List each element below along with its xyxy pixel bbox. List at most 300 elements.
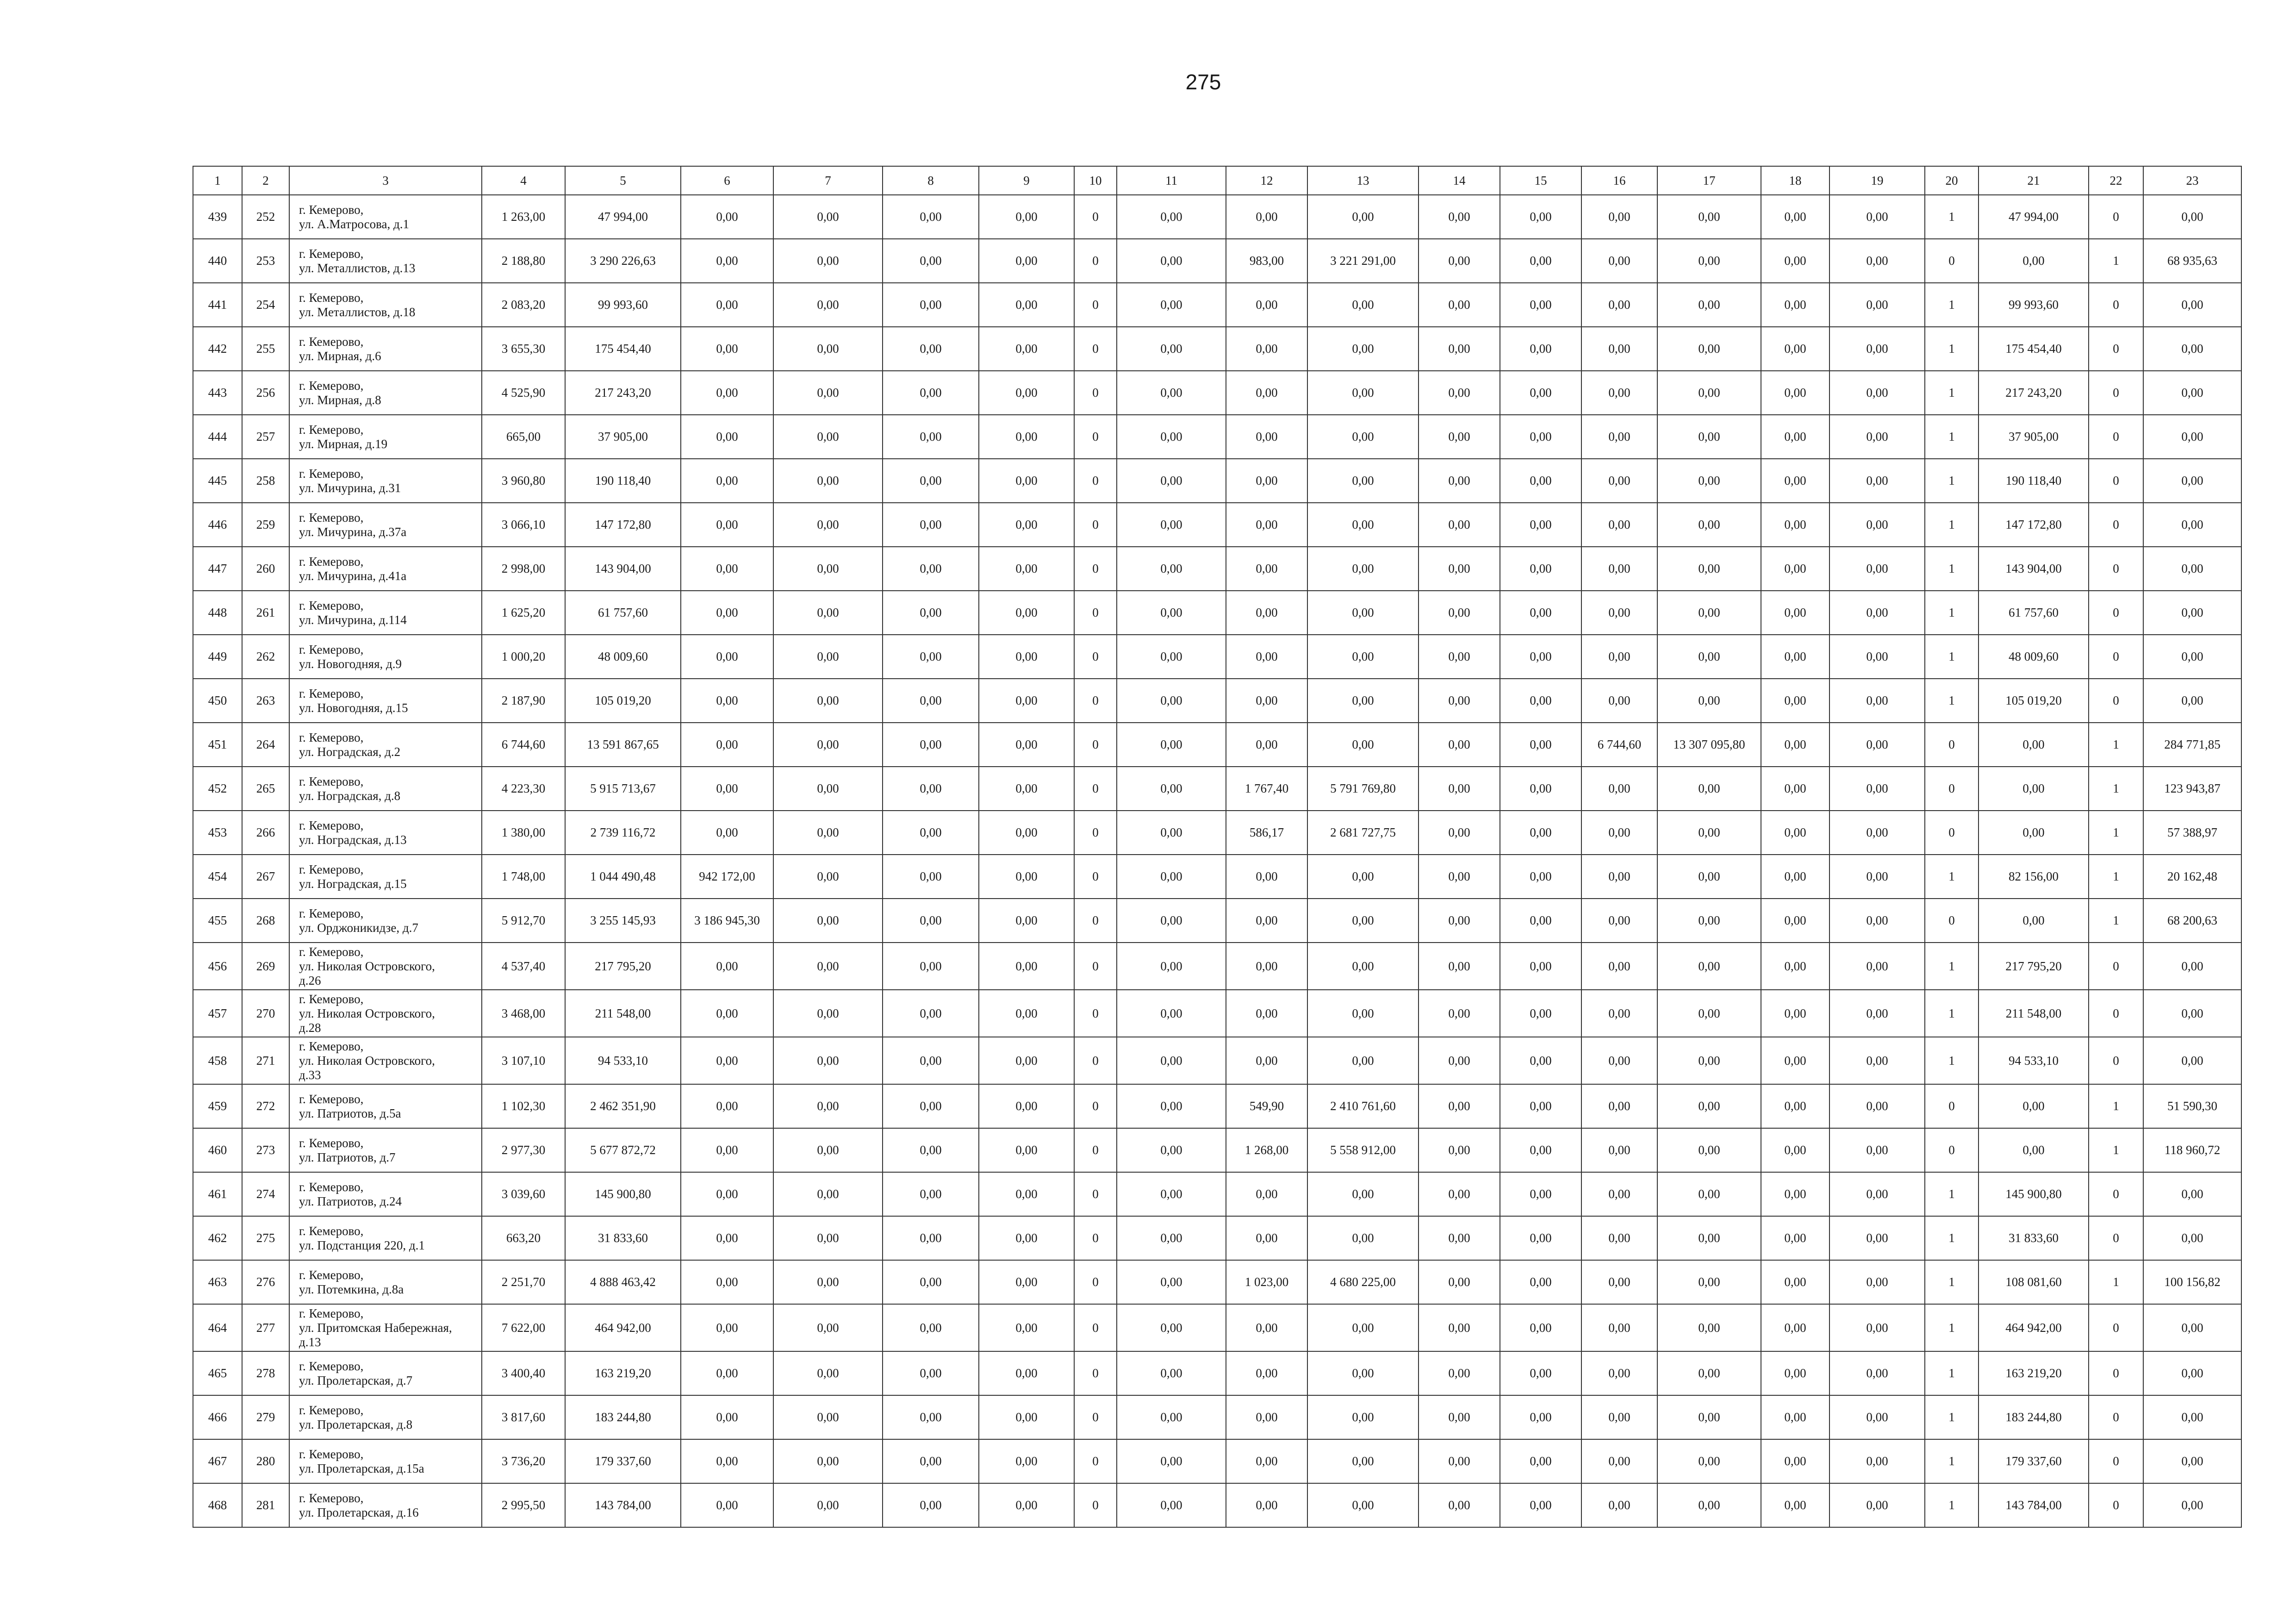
table-cell: 0	[1074, 990, 1117, 1037]
table-cell: 0,00	[773, 1260, 883, 1304]
address-cell	[289, 1260, 482, 1304]
address-line: ул. Мичурина, д.114	[299, 612, 407, 627]
column-header: 12	[1226, 166, 1307, 195]
table-cell: 0	[1074, 1128, 1117, 1172]
table-cell: 4 680 225,00	[1307, 1260, 1419, 1304]
table-cell: 467	[193, 1439, 242, 1483]
table-cell: 0,00	[1419, 679, 1500, 723]
table-cell: 0,00	[2143, 371, 2241, 415]
address-cell	[289, 1439, 482, 1483]
table-cell: 0,00	[1226, 1483, 1307, 1527]
table-cell: 256	[242, 371, 289, 415]
table-cell: 0,00	[1979, 1084, 2089, 1128]
address-line: д.26	[299, 973, 321, 987]
table-cell: 0,00	[1581, 811, 1657, 855]
table-cell: 270	[242, 990, 289, 1037]
table-cell: 6 744,60	[482, 723, 565, 767]
address-cell	[289, 723, 482, 767]
table-cell: 0,00	[773, 855, 883, 899]
table-cell: 0,00	[979, 855, 1074, 899]
page-number: 275	[1185, 70, 1221, 94]
address-line: ул. Мирная, д.8	[299, 393, 381, 407]
table-cell: 0,00	[773, 635, 883, 679]
table-cell: 2 462 351,90	[565, 1084, 681, 1128]
table-cell: 0	[2089, 283, 2143, 327]
table-cell: 0,00	[979, 459, 1074, 503]
table-cell: 0,00	[1581, 1172, 1657, 1216]
address-cell	[289, 1304, 482, 1351]
table-cell: 0,00	[883, 1128, 979, 1172]
table-cell: 0,00	[1829, 195, 1925, 239]
address-line: ул. Мирная, д.6	[299, 349, 381, 363]
table-cell: 0,00	[1761, 547, 1829, 591]
table-cell: 217 795,20	[1979, 943, 2089, 990]
table-cell: 0	[2089, 371, 2143, 415]
address-line: г. Кемерово,	[299, 1447, 364, 1461]
table-cell: 1 263,00	[482, 195, 565, 239]
table-cell: 0,00	[1581, 1084, 1657, 1128]
table-cell: 1	[2089, 239, 2143, 283]
table-cell: 0,00	[1581, 1260, 1657, 1304]
table-cell: 3 107,10	[482, 1037, 565, 1084]
address-line: ул. Пролетарская, д.7	[299, 1373, 413, 1387]
address-line: г. Кемерово,	[299, 378, 364, 393]
table-cell: 444	[193, 415, 242, 459]
table-cell: 0,00	[883, 723, 979, 767]
table-cell: 1	[1925, 1304, 1979, 1351]
table-cell: 0,00	[1761, 371, 1829, 415]
table-cell: 0,00	[883, 547, 979, 591]
table-cell: 0,00	[773, 547, 883, 591]
table-cell: 461	[193, 1172, 242, 1216]
column-header: 23	[2143, 166, 2241, 195]
table-cell: 0	[2089, 635, 2143, 679]
table-cell: 0,00	[883, 811, 979, 855]
table-cell: 0,00	[1761, 767, 1829, 811]
table-cell: 0,00	[1500, 547, 1581, 591]
table-cell: 0,00	[1657, 503, 1761, 547]
table-cell: 0,00	[1307, 1395, 1419, 1439]
table-cell: 0,00	[1761, 591, 1829, 635]
table-cell: 0,00	[1657, 679, 1761, 723]
table-cell: 274	[242, 1172, 289, 1216]
table-cell: 0,00	[1419, 1084, 1500, 1128]
table-cell: 0	[1074, 899, 1117, 943]
table-cell: 0,00	[883, 635, 979, 679]
table-cell: 61 757,60	[565, 591, 681, 635]
address-line: г. Кемерово,	[299, 818, 364, 832]
address-line: ул. Пролетарская, д.8	[299, 1417, 413, 1431]
table-cell: 0,00	[1761, 990, 1829, 1037]
table-cell: 0,00	[979, 239, 1074, 283]
table-cell: 0,00	[681, 679, 773, 723]
table-cell: 0,00	[1829, 1037, 1925, 1084]
table-cell: 0,00	[2143, 195, 2241, 239]
table-cell: 0,00	[2143, 1216, 2241, 1260]
address-line: г. Кемерово,	[299, 1403, 364, 1417]
table-cell: 37 905,00	[1979, 415, 2089, 459]
table-cell: 2 681 727,75	[1307, 811, 1419, 855]
table-cell: 0,00	[1419, 855, 1500, 899]
table-cell: 3 290 226,63	[565, 239, 681, 283]
table-cell: 1	[2089, 899, 2143, 943]
table-cell: 0,00	[1226, 547, 1307, 591]
column-header: 3	[289, 166, 482, 195]
table-cell: 1	[1925, 1395, 1979, 1439]
table-cell: 0,00	[1657, 1037, 1761, 1084]
table-row	[193, 327, 2241, 371]
table-cell: 440	[193, 239, 242, 283]
table-cell: 0	[2089, 327, 2143, 371]
table-cell: 3 400,40	[482, 1351, 565, 1395]
table-cell: 0,00	[883, 283, 979, 327]
table-cell: 0,00	[1226, 943, 1307, 990]
table-cell: 0	[1074, 371, 1117, 415]
column-header: 4	[482, 166, 565, 195]
column-header: 1	[193, 166, 242, 195]
table-cell: 0,00	[681, 943, 773, 990]
table-cell: 0	[2089, 547, 2143, 591]
table-cell: 0,00	[1581, 1128, 1657, 1172]
table-cell: 0,00	[1117, 371, 1226, 415]
table-cell: 0	[1925, 767, 1979, 811]
table-cell: 254	[242, 283, 289, 327]
table-row	[193, 1216, 2241, 1260]
table-cell: 2 188,80	[482, 239, 565, 283]
address-line: ул. Николая Островского,	[299, 959, 435, 973]
address-line: г. Кемерово,	[299, 1180, 364, 1194]
table-cell: 0	[2089, 1037, 2143, 1084]
table-cell: 0,00	[1979, 767, 2089, 811]
table-cell: 259	[242, 503, 289, 547]
table-cell: 549,90	[1226, 1084, 1307, 1128]
table-cell: 0	[1074, 327, 1117, 371]
table-cell: 0,00	[979, 1304, 1074, 1351]
table-cell: 0,00	[1657, 1351, 1761, 1395]
table-cell: 108 081,60	[1979, 1260, 2089, 1304]
table-cell: 0,00	[1761, 679, 1829, 723]
address-line: ул. Мичурина, д.37а	[299, 525, 407, 539]
table-cell: 0,00	[1117, 899, 1226, 943]
table-cell: 0,00	[1761, 415, 1829, 459]
table-cell: 0,00	[1307, 1351, 1419, 1395]
table-cell: 0,00	[1419, 1172, 1500, 1216]
table-cell: 0,00	[2143, 1483, 2241, 1527]
table-cell: 0,00	[1226, 899, 1307, 943]
table-cell: 0,00	[2143, 1172, 2241, 1216]
table-cell: 456	[193, 943, 242, 990]
table-cell: 163 219,20	[1979, 1351, 2089, 1395]
table-cell: 0,00	[1226, 723, 1307, 767]
table-cell: 68 935,63	[2143, 239, 2241, 283]
address-line: г. Кемерово,	[299, 1268, 364, 1282]
table-cell: 1	[1925, 679, 1979, 723]
table-row	[193, 371, 2241, 415]
table-cell: 0,00	[883, 415, 979, 459]
table-cell: 0,00	[773, 1216, 883, 1260]
table-row	[193, 1304, 2241, 1351]
table-cell: 442	[193, 327, 242, 371]
address-line: д.33	[299, 1068, 321, 1082]
table-cell: 0,00	[1307, 327, 1419, 371]
table-cell: 443	[193, 371, 242, 415]
table-cell: 0,00	[1829, 1084, 1925, 1128]
table-cell: 0,00	[883, 1483, 979, 1527]
table-cell: 0,00	[773, 459, 883, 503]
table-cell: 0,00	[883, 1216, 979, 1260]
table-cell: 0,00	[1117, 1037, 1226, 1084]
table-cell: 1	[1925, 371, 1979, 415]
table-cell: 0,00	[1829, 1395, 1925, 1439]
table-cell: 5 915 713,67	[565, 767, 681, 811]
table-cell: 0,00	[1226, 1439, 1307, 1483]
address-line: ул. Орджоникидзе, д.7	[299, 920, 418, 935]
table-row	[193, 1395, 2241, 1439]
table-cell: 0,00	[883, 855, 979, 899]
table-cell: 0	[1074, 503, 1117, 547]
table-cell: 0,00	[1581, 195, 1657, 239]
table-cell: 0,00	[1307, 1304, 1419, 1351]
table-cell: 0	[1074, 635, 1117, 679]
table-cell: 1 380,00	[482, 811, 565, 855]
table-cell: 0,00	[681, 1439, 773, 1483]
table-cell: 48 009,60	[565, 635, 681, 679]
table-cell: 0,00	[1500, 591, 1581, 635]
table-cell: 0,00	[979, 1128, 1074, 1172]
table-cell: 0,00	[883, 899, 979, 943]
table-cell: 0,00	[1117, 1260, 1226, 1304]
table-cell: 0,00	[1829, 990, 1925, 1037]
table-cell: 0,00	[1581, 767, 1657, 811]
table-cell: 0,00	[1657, 1216, 1761, 1260]
table-cell: 0,00	[1117, 811, 1226, 855]
table-cell: 2 739 116,72	[565, 811, 681, 855]
table-cell: 0	[1925, 1084, 1979, 1128]
table-cell: 1	[1925, 1483, 1979, 1527]
table-row	[193, 1439, 2241, 1483]
table-cell: 0,00	[1500, 459, 1581, 503]
address-line: ул. Ноградская, д.2	[299, 744, 401, 759]
table-cell: 275	[242, 1216, 289, 1260]
table-cell: 0,00	[773, 767, 883, 811]
table-cell: 1	[1925, 943, 1979, 990]
table-cell: 0,00	[773, 1439, 883, 1483]
table-cell: 0,00	[1979, 239, 2089, 283]
table-cell: 0,00	[1419, 547, 1500, 591]
table-cell: 0,00	[1761, 635, 1829, 679]
table-cell: 0,00	[2143, 415, 2241, 459]
table-cell: 0	[1074, 415, 1117, 459]
table-cell: 0,00	[1829, 679, 1925, 723]
table-cell: 0,00	[979, 1483, 1074, 1527]
table-cell: 94 533,10	[565, 1037, 681, 1084]
table-cell: 3 186 945,30	[681, 899, 773, 943]
table-cell: 460	[193, 1128, 242, 1172]
table-cell: 1	[2089, 723, 2143, 767]
table-cell: 0,00	[1581, 415, 1657, 459]
table-cell: 0,00	[681, 371, 773, 415]
table-cell: 217 795,20	[565, 943, 681, 990]
table-cell: 190 118,40	[565, 459, 681, 503]
table-cell: 0,00	[1581, 591, 1657, 635]
table-cell: 0,00	[883, 990, 979, 1037]
table-cell: 0,00	[681, 1128, 773, 1172]
table-cell: 0,00	[883, 679, 979, 723]
table-cell: 459	[193, 1084, 242, 1128]
address-line: ул. Новогодняя, д.9	[299, 656, 402, 671]
table-cell: 0,00	[1226, 1351, 1307, 1395]
table-cell: 0,00	[1500, 767, 1581, 811]
table-cell: 0,00	[1500, 1128, 1581, 1172]
table-cell: 61 757,60	[1979, 591, 2089, 635]
column-header: 22	[2089, 166, 2143, 195]
table-cell: 0,00	[979, 371, 1074, 415]
table-cell: 0,00	[1979, 899, 2089, 943]
table-cell: 271	[242, 1037, 289, 1084]
table-cell: 0	[2089, 1351, 2143, 1395]
table-cell: 0,00	[1117, 547, 1226, 591]
table-cell: 94 533,10	[1979, 1037, 2089, 1084]
table-cell: 13 591 867,65	[565, 723, 681, 767]
table-cell: 0,00	[1419, 195, 1500, 239]
table-cell: 1 000,20	[482, 635, 565, 679]
table-cell: 0,00	[979, 767, 1074, 811]
table-cell: 264	[242, 723, 289, 767]
table-row	[193, 503, 2241, 547]
table-cell: 0	[1074, 591, 1117, 635]
address-line: г. Кемерово,	[299, 642, 364, 656]
table-cell: 0,00	[1829, 1483, 1925, 1527]
table-cell: 0,00	[1979, 1128, 2089, 1172]
data-table	[193, 166, 2242, 1528]
table-cell: 0,00	[773, 899, 883, 943]
table-cell: 265	[242, 767, 289, 811]
table-cell: 0,00	[1657, 239, 1761, 283]
table-cell: 0,00	[1829, 943, 1925, 990]
table-cell: 0,00	[1226, 327, 1307, 371]
table-cell: 0,00	[1307, 1439, 1419, 1483]
address-line: г. Кемерово,	[299, 466, 364, 481]
table-cell: 0,00	[1581, 239, 1657, 283]
table-cell: 0,00	[1226, 591, 1307, 635]
table-cell: 0,00	[773, 503, 883, 547]
table-cell: 0,00	[1500, 1351, 1581, 1395]
table-cell: 1 268,00	[1226, 1128, 1307, 1172]
table-cell: 0,00	[2143, 635, 2241, 679]
table-cell: 0,00	[681, 1037, 773, 1084]
table-cell: 0,00	[1657, 1128, 1761, 1172]
table-cell: 0,00	[1829, 1439, 1925, 1483]
table-cell: 445	[193, 459, 242, 503]
table-cell: 0,00	[1581, 990, 1657, 1037]
table-cell: 57 388,97	[2143, 811, 2241, 855]
address-line: г. Кемерово,	[299, 686, 364, 700]
table-cell: 0	[1074, 1084, 1117, 1128]
table-cell: 0,00	[1829, 1260, 1925, 1304]
table-cell: 457	[193, 990, 242, 1037]
table-cell: 0,00	[1829, 547, 1925, 591]
table-cell: 0,00	[883, 327, 979, 371]
table-cell: 0,00	[681, 1216, 773, 1260]
address-line: г. Кемерово,	[299, 774, 364, 788]
column-header: 20	[1925, 166, 1979, 195]
address-line: ул. Мичурина, д.41а	[299, 568, 407, 583]
table-cell: 1	[2089, 1128, 2143, 1172]
address-cell	[289, 1084, 482, 1128]
table-cell: 143 784,00	[565, 1483, 681, 1527]
table-cell: 0	[1074, 1216, 1117, 1260]
table-cell: 1	[2089, 855, 2143, 899]
table-cell: 0,00	[1979, 811, 2089, 855]
table-cell: 0,00	[979, 1084, 1074, 1128]
table-cell: 1 023,00	[1226, 1260, 1307, 1304]
address-line: ул. Николая Островского,	[299, 1006, 435, 1020]
table-cell: 175 454,40	[1979, 327, 2089, 371]
table-cell: 5 791 769,80	[1307, 767, 1419, 811]
table-cell: 0,00	[1657, 327, 1761, 371]
table-cell: 145 900,80	[565, 1172, 681, 1216]
table-cell: 0,00	[1226, 679, 1307, 723]
table-cell: 123 943,87	[2143, 767, 2241, 811]
address-cell	[289, 855, 482, 899]
address-line: ул. Мичурина, д.31	[299, 481, 401, 495]
table-cell: 0,00	[1581, 1304, 1657, 1351]
table-cell: 0,00	[1581, 1216, 1657, 1260]
table-cell: 0,00	[1581, 1351, 1657, 1395]
table-cell: 0,00	[1829, 283, 1925, 327]
table-cell: 0,00	[1226, 195, 1307, 239]
column-header: 15	[1500, 166, 1581, 195]
table-cell: 1	[1925, 635, 1979, 679]
address-line: д.13	[299, 1335, 321, 1349]
table-cell: 1	[1925, 1260, 1979, 1304]
table-cell: 665,00	[482, 415, 565, 459]
table-cell: 0,00	[1829, 327, 1925, 371]
table-cell: 0,00	[979, 943, 1074, 990]
table-cell: 0,00	[681, 811, 773, 855]
table-cell: 0,00	[1117, 990, 1226, 1037]
table-cell: 0,00	[1500, 503, 1581, 547]
address-cell	[289, 459, 482, 503]
table-cell: 0,00	[1419, 899, 1500, 943]
address-cell	[289, 1172, 482, 1216]
column-header: 9	[979, 166, 1074, 195]
address-line: г. Кемерово,	[299, 334, 364, 349]
table-cell: 1	[1925, 855, 1979, 899]
table-cell: 147 172,80	[1979, 503, 2089, 547]
table-cell: 147 172,80	[565, 503, 681, 547]
table-cell: 0,00	[1829, 767, 1925, 811]
table-cell: 0,00	[1117, 1395, 1226, 1439]
table-cell: 0,00	[1307, 723, 1419, 767]
address-cell	[289, 767, 482, 811]
table-cell: 0,00	[979, 1037, 1074, 1084]
table-cell: 0,00	[1419, 767, 1500, 811]
table-row	[193, 767, 2241, 811]
table-cell: 0,00	[1500, 635, 1581, 679]
table-cell: 0	[2089, 591, 2143, 635]
table-cell: 0,00	[1500, 855, 1581, 899]
table-cell: 0,00	[979, 283, 1074, 327]
table-cell: 0,00	[2143, 679, 2241, 723]
table-cell: 143 904,00	[565, 547, 681, 591]
table-cell: 3 960,80	[482, 459, 565, 503]
table-cell: 455	[193, 899, 242, 943]
table-cell: 0,00	[1829, 723, 1925, 767]
table-cell: 0,00	[1307, 503, 1419, 547]
table-cell: 0,00	[1657, 899, 1761, 943]
table-cell: 0,00	[681, 635, 773, 679]
